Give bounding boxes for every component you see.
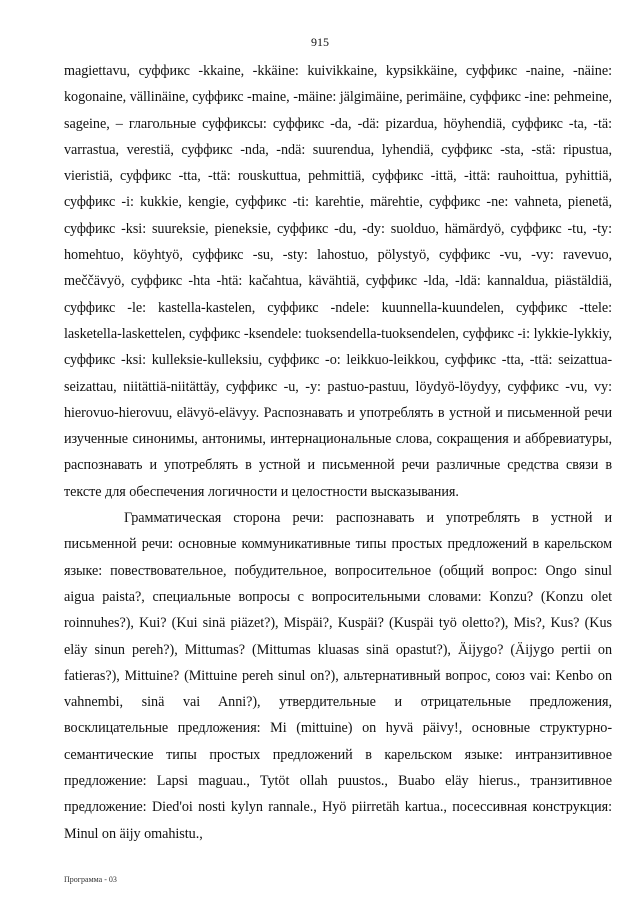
paragraph-suffixes: magiettavu, суффикс -kkaine, -kkäine: kuivikkaine, kypsikkäine, суффикс -naine, -näine: kogonaine, vällinäine, суффикс -maine, -mäine: jälgimäine, perimäine, суффикс -ine: pehmeine, sageine, – глагольные суффиксы: суффикс -da, -dä: pizardua, höyhendiä, суффикс -ta, -tä: varrastua, verestiä, суффикс -nda, -ndä: suurendua, lyhendiä, суффикс -sta, -stä: ripustua, vieristiä, суффикс -tta, -ttä: rouskuttua, pehmittiä, суффикс -ittä, -ittä: rauhoittua, pyhittiä, суффикс -i: kukkie, kengie, суффикс -ti: karehtie, märehtie, суффикс -ne: vahneta, pienetä, суффикс -ksi: suureksie, pieneksie, суффикс -du, -dy: suolduo, hämärdyö, суффикс -tu, -ty: homehtuo, köyhtyö, суффикс -su, -sty: lahostuo, pölystyö, суффикс -vu, -vy: ravevuo, meččävyö, суффикс -hta -htä: kačahtua, kävähtiä, суффикс -lda, -ldä: kannaldua, piästäldiä, суффикс -le: kastella-kastelen, суффикс -ndele: kuunnella-kuundelen, суффикс -ttele: lasketella-laskettelen, суффикс -ksendele: tuoksendella-tuoksendelen, суффикс -i: lykkie-lykkiy, суффикс -ksi: kulleksie-kulleksiu, суффикс -o: leikkuo-leikkou, суффикс -tta, -ttä: seizattua-seizattau, niitättiä-niitättäy, суффикс -u, -y: pastuo-pastuu, löydyö-löydyy, суффикс -vu, vy: hierovuo-hierovuu, elävyö-elävyy. Распознавать и употреблять в устной и письменной речи изученные синонимы, антонимы, интернациональные слова, сокращения и аббревиатуры, распознавать и употреблять в устной и письменной речи различные средства связи в тексте для обеспечения логичности и целостности высказывания. — [64, 63, 612, 500]
page-footer: Программа - 03 — [64, 875, 117, 884]
paragraph-grammar: Грамматическая сторона речи: распознавать и употреблять в устной и письменной речи: основные коммуникативные типы простых предложений в карельском языке: повествовательное, побудительное, вопросительное (общий вопрос: Ongo sinul aigua paista?, специальные вопросы с вопросительными словами: Konzu? (Konzu olet roinnuhes?), Kui? (Kui sinä piäzet?), Mispäi?, Kuspäi? (Kuspäi työ oletto?), Mis?, Kus? (Kus eläy sinun pereh?), Mittumas? (Mittumas kluasas sinä opastut?), Äijygo? (Äijygo pertii on fatieras?), Mittuine? (Mittuine pereh sinul on?), альтернативный вопрос, союз vai: Kenbo on vahnembi, sinä vai Anni?), утвердительные и отрицательные предложения, восклицательные предложения: Mi (mittuine) on hyvä päivy!, основные структурно-семантические типы простых предложений в карельском языке: интранзитивное предложение: Lapsi maguau., Tytöt ollah puustos., Buabo eläy hierus., транзитивное предложение: Died'oi nosti kylyn rannale., Hyö piirretäh kartua., посессивная конструкция: Minul on äijy omahistu., — [64, 510, 612, 842]
page-body — [64, 58, 612, 847]
page-number: 915 — [311, 35, 329, 49]
